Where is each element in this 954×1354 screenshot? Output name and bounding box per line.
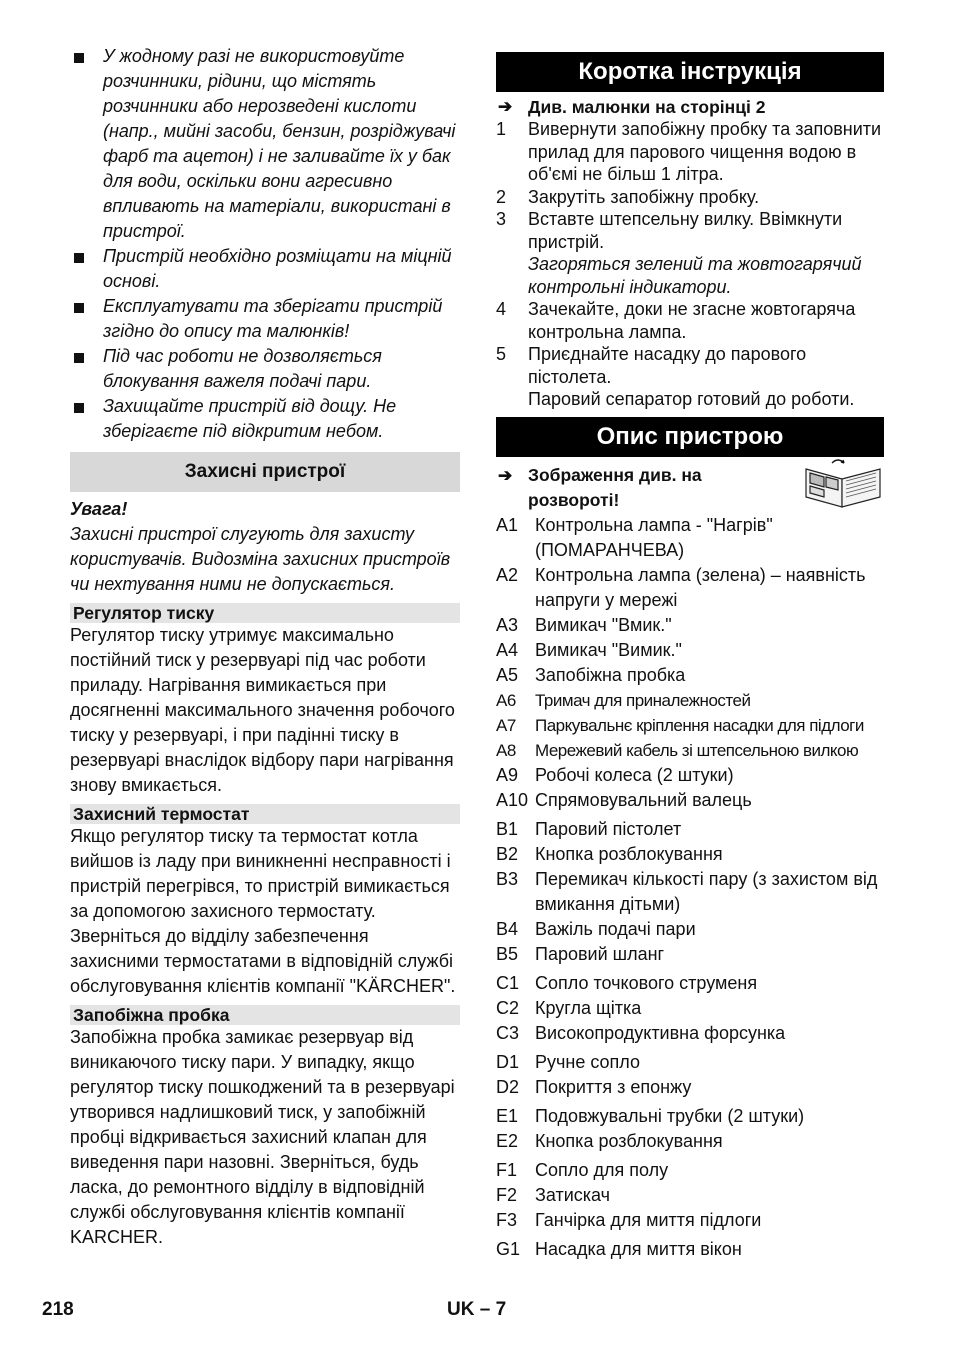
part-code: A10 xyxy=(496,789,529,810)
part-item xyxy=(496,1075,884,1100)
part-item xyxy=(496,638,884,663)
part-label: Покриття з епонжу xyxy=(535,1076,692,1097)
part-label: Тримач для приналежностей xyxy=(535,690,751,710)
part-code: A3 xyxy=(496,614,519,635)
part-code: B3 xyxy=(496,868,519,889)
step-number: 5 xyxy=(496,344,507,364)
warning-bullet: Пристрій необхідно розміщати на міцній основі. xyxy=(70,244,460,294)
step-number: 4 xyxy=(496,299,507,319)
right-column xyxy=(496,52,884,1262)
part-code: A2 xyxy=(496,564,519,585)
step-item xyxy=(496,186,884,209)
part-item xyxy=(496,1183,884,1208)
thermostat-text: Якщо регулятор тиску та термостат котла вийшов із ладу при виникненні несправності і пристрій перегрівся, то пристрій вимикається за допомогою захисного термостату. Зверніться до відділу забезпечення захисними термостатами в відповідній службі обслуговування клієнтів компанії "KÄRCHER". xyxy=(70,826,456,996)
part-item xyxy=(496,613,884,638)
part-item xyxy=(496,996,884,1021)
part-code: A4 xyxy=(496,639,519,660)
part-item xyxy=(496,917,884,942)
page-number: 218 xyxy=(42,1299,74,1320)
step-text: Закрутіть запобіжну пробку. xyxy=(528,186,760,207)
part-label: Високопродуктивна форсунка xyxy=(535,1022,786,1043)
part-item xyxy=(496,1050,884,1075)
thermostat-heading: Захисний термостат xyxy=(70,804,460,824)
warning-bullet: У жодному разі не використовуйте розчинники, рідини, що містять розчинники або нерозведені кислоти (напр., мийні засоби, бензин, розріджувачі фарб та ацетон) і не заливайте їх у бак для води, оскільки вони агресивно впливають на матеріали, використані в пристрої. xyxy=(70,44,460,244)
pressure-regulator-heading: Регулятор тиску xyxy=(70,603,460,623)
part-code: C1 xyxy=(496,972,520,993)
part-code: A7 xyxy=(496,715,516,735)
see-pictures-text: Див. малюнки на сторінці 2 xyxy=(528,97,766,117)
part-code: C3 xyxy=(496,1022,520,1043)
part-label: Ганчірка для миття підлоги xyxy=(535,1209,762,1230)
part-code: G1 xyxy=(496,1238,521,1259)
part-label: Вимикач "Вимик." xyxy=(535,639,682,660)
part-item xyxy=(496,842,884,867)
part-item xyxy=(496,1104,884,1129)
part-item xyxy=(496,713,884,738)
part-item xyxy=(496,942,884,967)
part-code: A6 xyxy=(496,690,516,710)
see-pictures-note xyxy=(496,96,884,118)
part-code: E1 xyxy=(496,1105,519,1126)
part-item xyxy=(496,1158,884,1183)
part-label: Паркувальнє кріплення насадки для підлоги xyxy=(535,715,864,735)
arrow-right-icon: ➔ xyxy=(498,97,513,116)
part-item xyxy=(496,763,884,788)
part-item xyxy=(496,738,884,763)
step-item xyxy=(496,208,884,298)
step-item xyxy=(496,118,884,186)
part-label: Робочі колеса (2 штуки) xyxy=(535,764,734,785)
part-label: Паровий пістолет xyxy=(535,818,682,839)
part-item xyxy=(496,867,884,917)
arrow-right-icon: ➔ xyxy=(498,465,513,485)
part-label: Контрольна лампа - "Нагрів" (ПОМАРАНЧЕВА) xyxy=(535,514,773,560)
step-number: 3 xyxy=(496,209,507,229)
see-foldout-text: Зображення див. на розвороті! xyxy=(528,464,702,510)
part-item xyxy=(496,1208,884,1233)
part-label: Сопло для полу xyxy=(535,1159,669,1180)
part-code: B4 xyxy=(496,918,519,939)
part-code: D2 xyxy=(496,1076,520,1097)
part-item xyxy=(496,971,884,996)
step-text: Вивернути запобіжну пробку та заповнити прилад для парового чищення водою в об'ємі не більш 1 літра. xyxy=(528,119,882,184)
part-label: Паровий шланг xyxy=(535,943,665,964)
part-code: F3 xyxy=(496,1209,518,1230)
part-code: B5 xyxy=(496,943,519,964)
part-item xyxy=(496,788,884,813)
warning-text: Захисні пристрої слугують для захисту користувачів. Видозміна захисних пристроїв чи нехтування ними не допускається. xyxy=(70,524,451,594)
part-label: Кнопка розблокування xyxy=(535,843,723,864)
part-label: Вимикач "Вмик." xyxy=(535,614,672,635)
part-label: Важіль подачі пари xyxy=(535,918,696,939)
warning-block xyxy=(70,497,460,597)
step-note: Загоряться зелений та жовтогарячий контрольні індикатори. xyxy=(528,254,862,297)
part-label: Сопло точкового струменя xyxy=(535,972,758,993)
part-item xyxy=(496,563,884,613)
warning-bullet: Експлуатувати та зберігати пристрій згідно до опису та малюнків! xyxy=(70,294,460,344)
part-label: Насадка для миття вікон xyxy=(535,1238,742,1259)
step-number: 1 xyxy=(496,119,507,139)
part-label: Перемикач кількості пару (з захистом від вмикання дітьми) xyxy=(535,868,878,914)
warning-label: Увага! xyxy=(70,499,128,519)
step-text: Вставте штепсельну вилку. Ввімкнути пристрій. xyxy=(528,209,843,252)
part-item xyxy=(496,1129,884,1154)
part-code: E2 xyxy=(496,1130,519,1151)
step-text: Приєднайте насадку до парового пістолета. xyxy=(528,344,807,387)
see-foldout-note xyxy=(496,461,884,513)
part-label: Кнопка розблокування xyxy=(535,1130,723,1151)
part-label: Ручне сопло xyxy=(535,1051,641,1072)
quick-guide-heading: Коротка інструкція xyxy=(496,52,884,92)
step-text: Зачекайте, доки не згасне жовтогаряча контрольна лампа. xyxy=(528,299,856,342)
part-item xyxy=(496,1021,884,1046)
part-label: Затискач xyxy=(535,1184,611,1205)
part-code: A1 xyxy=(496,514,519,535)
pressure-regulator-text: Регулятор тиску утримує максимально постійний тиск у резервуарі під час роботи приладу. Нагрівання вимикається при досягненні максимального значення робочого тиску у резервуарі, і при падінні тиску в резервуарі внаслідок відбору пари нагрівання знову вмикається. xyxy=(70,625,455,795)
part-code: A8 xyxy=(496,740,516,760)
part-item xyxy=(496,513,884,563)
part-item xyxy=(496,663,884,688)
part-label: Кругла щітка xyxy=(535,997,642,1018)
part-code: F1 xyxy=(496,1159,518,1180)
part-code: B1 xyxy=(496,818,519,839)
step-number: 2 xyxy=(496,186,507,207)
part-label: Контрольна лампа (зелена) – наявність напруги у мережі xyxy=(535,564,866,610)
step-result: Паровий сепаратор готовий до роботи. xyxy=(528,389,855,409)
part-code: B2 xyxy=(496,843,519,864)
left-column xyxy=(70,44,460,1250)
part-item xyxy=(496,817,884,842)
part-code: A5 xyxy=(496,664,519,685)
part-code: D1 xyxy=(496,1051,520,1072)
part-code: F2 xyxy=(496,1184,518,1205)
part-label: Спрямовувальний валець xyxy=(535,789,752,810)
part-label: Запобіжна пробка xyxy=(535,664,686,685)
part-label: Подовжувальні трубки (2 штуки) xyxy=(535,1105,805,1126)
part-code: A9 xyxy=(496,764,519,785)
safety-plug-heading: Запобіжна пробка xyxy=(70,1005,460,1025)
open-book-icon xyxy=(802,457,884,509)
device-description-heading: Опис пристрою xyxy=(496,417,884,457)
part-code: C2 xyxy=(496,997,520,1018)
step-item xyxy=(496,298,884,343)
warning-bullet: Захищайте пристрій від дощу. Не зберігаєте під відкритим небом. xyxy=(70,394,460,444)
protective-devices-heading: Захисні пристрої xyxy=(70,452,460,492)
part-item xyxy=(496,1237,884,1262)
part-item xyxy=(496,688,884,713)
step-item xyxy=(496,343,884,411)
page-code: UK – 7 xyxy=(447,1299,507,1320)
safety-plug-text: Запобіжна пробка замикає резервуар від виникаючого тиску пари. У випадку, якщо регулятор тиску пошкоджений та в резервуарі утворився надлишковий тиск, у запобіжній пробці відкривається захисний клапан для виведення пари назовні. Зверніться, будь ласка, до ремонтного відділу в відповідній службі обслуговування клієнтів компанії KARCHER. xyxy=(70,1027,455,1247)
part-label: Мережевий кабель зі штепсельною вилкою xyxy=(535,740,859,760)
warning-bullet: Під час роботи не дозволяється блокування важеля подачі пари. xyxy=(70,344,460,394)
